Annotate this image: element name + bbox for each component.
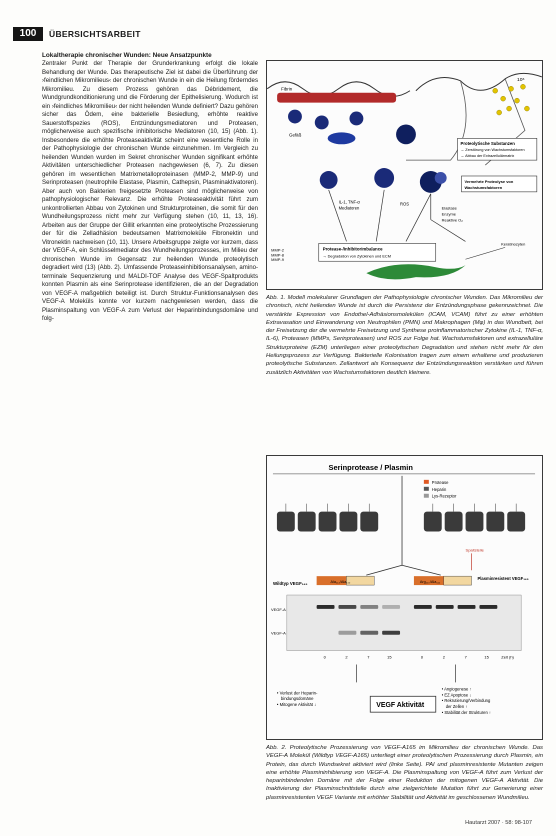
figure-1-caption-label: Abb. 1: [266, 295, 284, 301]
lane-label: 7: [367, 654, 370, 660]
wildtype-label: Wildtyp VEGF₁₆₅: [272, 581, 308, 587]
figure-2-diagram: [267, 456, 542, 739]
figure-2-caption-label: Abb. 2: [266, 745, 285, 751]
mutant-segments: Arg₁₁₀/Ala₁₁₁: [419, 580, 441, 585]
degradation-box-line2: Wachstumsfaktoren: [464, 184, 503, 190]
gel-label-2: VEGF-A: [270, 630, 286, 636]
figure-2-caption-text: Proteolytische Prozessierung von VEGF-A165 im Mikromilieu der chronischen Wunde. Das VEGF-A Molekül (Wildtyp VEGF-A165) unterliegt einer proteolytischen Prozessierung durch Plasmin, ein Protein, das durch Wundsekret aktiviert wird (linke Seite). PAI und plasminresistente Mutanten zeigen eine erhöhte Plasmininhibierung von VEGF-A. Die Plasminspaltung von VEGF-A führt zum Verlust der heparinbindenden Domäne mit der Folge einer Reduktion der mitogenen VEGF-A Aktivität. Die Inaktivierung der Plasminschnittstelle durch eine zielgerichtete Mutation führt zur Generierung einer plasminresistenten VEGF Variante mit erhöhter Stabilität und Aktivität im geschlossenen Wundmilieu.: [266, 745, 543, 801]
protease-box-title: Proteolytische Substanzen: [460, 141, 515, 147]
mmp-list-label: MMP-2 MMP-8 MMP-9: [271, 247, 284, 263]
figure-2-caption: Abb. 2. Proteolytische Prozessierung von VEGF-A165 im Mikromilieu der chronischen Wunde. Das VEGF-A Molekül (Wildtyp VEGF-A165) unterliegt einer proteolytischen Prozessierung durch Plasmin, ein Protein, das durch Wundsekret aktiviert wird (linke Seite). PAI und plasminresistente Mutanten zeigen eine erhöhte Plasmininhibierung von VEGF-A. Die Plasminspaltung von VEGF-A führt zum Verlust der heparinbindenden Domäne mit der Folge einer Reduktion der mitogenen VEGF-A Aktivität. Die Inaktivierung der Plasminschnittstelle durch eine zielgerichtete Mutation führt zur Generierung einer plasminresistenten VEGF Variante mit erhöhter Stabilität und Aktivität im geschlossenen Wundmilieu.: [266, 745, 543, 801]
vessel-label: Gefäß: [289, 132, 302, 138]
degradation-box-title: Vermehrte Proteolyse von: [464, 178, 514, 184]
il-tnf-label: IL-1, TNF-α: [338, 199, 360, 205]
body-paragraph: Zentraler Punkt der Therapie der Grunderkrankung erfolgt die lokale Behandlung der Wunde. Das therapeutische Ziel ist dabei die Überführung der ›feindlichen Mikromilieus‹ der chronischen Wunde in ein die Heilung förderndes Mikromilieu. Zu diesem Prozess gehören das Débridement, die Wundgrundkonditionierung und die Förderung der Epithelisierung. Wodurch ist ein ›feindliches Mikromilieu‹ der nicht heilenden Wunde definiert? Dazu gehören sicher das Ödem, eine bakterielle Besiedlung, erhöhte reaktive Sauerstoffspezies (ROS), Entzündungsmediatoren und Proteasen, möglicherweise auch spezifische inhibitorische Mediatoren (10, 15) (Abb. 1). Insbesondere die erhöhte Proteaseaktivität scheint eine wesentliche Rolle in der Pathophysiologie der chronischen Wunde einzunehmen. Im Vergleich zu heilenden Wunden wurden im Sekret chronischer Wunden signifikant erhöhte Aktivitäten unterschiedlicher Proteasen nachgewiesen (6, 7). Zu diesen gehören im wesentlichen Matrixmetalloproteinasen (MMP-2, MMP-9) und Serinproteasen (neutrophile Elastase, Plasmin, Cathepsin, Plasminaktivatoren). Aber auch von Bakterien freigesetzte Proteasen sind möglicherweise von pathophysiologischer Relevanz. Die erhöhte Proteaseaktivität führt zum unkontrollierten Abbau von Zytokinen und Strukturproteinen, die somit für den Wundheilungsprozess nicht mehr zur Verfügung stehen (10, 11, 13, 16). Arbeiten aus der Gruppe der Gillit erkannten eine proteolytische Prozessierung der für die Zelladhäsion bedeutsamen Matrixmoleküle Fibronektin und Vitronektin nachweisen (10, 11). Unsere Arbeitsgruppe zeigte vor kurzem, dass der VEGF-A, ein Schlüsselmediator des Wundheilungsprozesses, im Milieu der chronischen Wunde im Gegensatz zur heilenden Wunde proteolytisch degradiert wird (13) (Abb. 2). Umfassende Proteaseinhibitionsanalysen, amino-terminale Sequenzierung und MALDI-TOF Analyse des VEGF-Spaltprodukts konnten Plasmin als eine Serinprotease identifizieren, die an der Degradation von VEGF-A maßgeblich beteiligt ist. Durch Struktur-Funktionsanalysen des VEGF-A Moleküls konnte vor kurzem nachgewiesen werden, dass die Plasminspaltung von VEGF-A zum Verlust der Heparinbindungsdomäne und folg-: [42, 60, 258, 323]
gel-lane-labels: [324, 655, 515, 660]
gel-label-1: VEGF-A: [270, 606, 286, 612]
left-text-column: [42, 52, 258, 814]
figure-1: [266, 60, 543, 290]
enzymes-label: Enzyme: [441, 211, 456, 217]
keratinocyte-label: Keratinozyten: [501, 241, 526, 247]
imbalance-box-sub: → Degradation von Zytokinen und ECM: [322, 254, 391, 259]
lane-label: 2: [345, 654, 348, 660]
figure-1-diagram: [267, 61, 542, 289]
elastase-label: Elastase: [441, 205, 457, 211]
legend-heparin: Heparin: [431, 486, 447, 492]
lane-label: 15: [484, 654, 489, 660]
mediators-label: Mediatoren: [338, 205, 360, 211]
figure-1-caption: Abb. 1. Modell molekularer Grundlagen der Pathophysiologie chronischer Wunden. Das Mikromilieu der chronisch, nicht heilenden Wunde ist durch die Persistenz der Entzündungsphase gekennzeichnet. Die verstärkte Expression von Endothel-Adhäsionsmolekülen (ICAM, VCAM) führt zu einer erhöhten Extravasation und Einwanderung von Neutrophilen (PMN) und Makrophagen (Mφ) in das Wundbett, bei der Freisetzung der die vermehrte Freisetzung und Synthese proinflammatorischer Zytokine (IL-1, TNF-α, IL-6), Proteasen (MMPs, Serinproteasen) und ROS zur Folge hat. Wachstumsfaktoren und extrazelluläre Strukturproteine (EZM) unterliegen einer proteolytischen Degradation und stehen nicht mehr für den Heilungsprozess zur Verfügung. Bakterielle Kolonisation tragen zum einem erhaltene und produzieren proteolytische Substanzen. Zellantwort als Konsequenz der Entzündungsreaktion verstärken und führen zusätzlich Aktivitäten von Wachstumsfaktoren deutlich kleinere.: [266, 295, 543, 376]
page-header: [0, 27, 556, 41]
wildtype-segments: Ala₁₁₁/Ala₁₁₂: [330, 580, 351, 585]
figure-2-title: Serinprotease / Plasmin: [328, 462, 413, 472]
reactive-label: Reaktive O₂: [441, 217, 463, 223]
figure-1-caption-text: Modell molekularer Grundlagen der Pathophysiologie chronischer Wunden. Das Mikromilieu der chronisch, nicht heilenden Wunde ist durch die Persistenz der Entzündungsphase gekennzeichnet. Die verstärkte Expression von Endothel-Adhäsionsmolekülen (ICAM, VCAM) führt zu einer erhöhten Extravasation und Einwanderung von Neutrophilen (PMN) und Makrophagen (Mφ) in das Wundbett, bei der Freisetzung der die vermehrte Freisetzung und Synthese proinflammatorischer Zytokine (IL-1, TNF-α, IL-6), Proteasen (MMPs, Serinproteasen) und ROS zur Folge hat. Wachstumsfaktoren und extrazelluläre Strukturproteine (EZM) unterliegen einer proteolytischen Degradation und stehen nicht mehr für den Heilungsprozess zur Verfügung. Bakterielle Kolonisation tragen zum einem erhaltene und produzieren proteolytische Substanzen. Zellantwort als Konsequenz der Entzündungsreaktion verstärken und führen zusätzlich Aktivitäten von Wachstumsfaktoren deutlich kleinere.: [266, 295, 543, 376]
page-number: 100: [13, 27, 43, 41]
protease-box-line2: → Abbau der Extrazellulärmatrix: [460, 154, 515, 159]
protease-box-line1: → Zerstörung von Wachstumsfaktoren: [460, 148, 525, 153]
legend-protease: Protease: [431, 479, 449, 485]
right-effects: • Angiogenese ↑ • EZ Apoptose ↓ • Rekrutierung/Verbindung der Zellen ↑ • Stabilität der Strukturen ↑: [441, 686, 492, 716]
lane-label: 15: [387, 654, 392, 660]
left-effects: • Verlust der Heparin-bindungsdomäne • Mitogene Aktivität ↓: [276, 690, 318, 708]
lane-label: 0: [323, 654, 326, 660]
fibrin-label: Fibrin: [281, 86, 293, 92]
mutant-label: Plasminresistent VEGF₁₆₅: [477, 576, 529, 582]
legend-receptor: Lys-Rezeptor: [431, 493, 457, 499]
lane-label: 0: [420, 654, 424, 660]
article-subheading: Lokaltherapie chronischer Wunden: Neue Ansatzpunkte: [42, 52, 212, 59]
ros-label: ROS: [400, 201, 410, 207]
lane-label: 2: [442, 654, 445, 660]
vegf-activity-box: VEGF Aktivität: [376, 702, 425, 710]
figure-2: [266, 455, 543, 740]
lane-label: 7: [464, 654, 467, 660]
imbalance-box-title: Protease-/Inhibitorimbalance: [322, 246, 383, 252]
page-footer: Hautarzt 2007 · 58: 98-107: [465, 820, 532, 826]
lane-unit-label: Zeit (h): [501, 654, 514, 660]
cut-site-label: Spaltstelle: [465, 547, 484, 553]
section-title: ÜBERSICHTSARBEIT: [49, 29, 141, 39]
bacteria-count-label: 10⁶: [517, 77, 525, 83]
